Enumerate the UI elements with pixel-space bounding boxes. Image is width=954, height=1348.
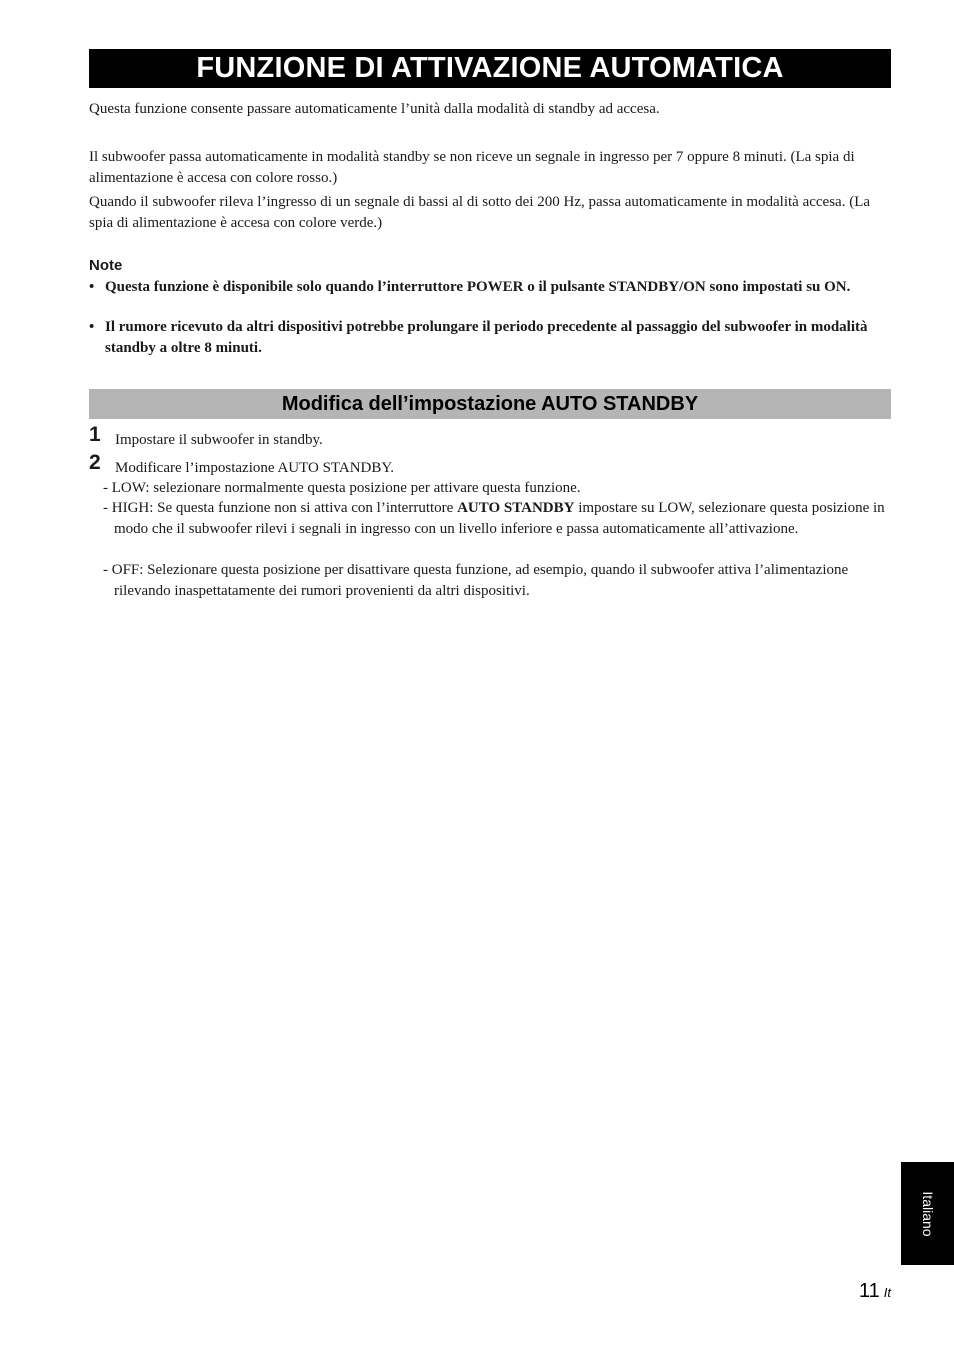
intro-paragraph: Questa funzione consente passare automaticamente l’unità dalla modalità di standby ad accesa.	[89, 101, 660, 117]
option-low	[103, 478, 891, 499]
standby-paragraph: Il subwoofer passa automaticamente in modalità standby se non riceve un segnale in ingresso per 7 oppure 8 minuti. (La spia di alimentazione è accesa con colore rosso.)	[89, 149, 855, 186]
note-item-text: Il rumore ricevuto da altri dispositivi potrebbe prolungare il periodo precedente al passaggio del subwoofer in modalità standby a oltre 8 minuti.	[105, 319, 868, 356]
note-item	[89, 317, 891, 358]
option-high-text	[103, 498, 891, 539]
page-language-code: It	[883, 1285, 891, 1300]
page-title: FUNZIONE DI ATTIVAZIONE AUTOMATICA	[89, 49, 891, 88]
option-high	[103, 498, 891, 539]
step-2	[89, 451, 891, 479]
bullet-icon: •	[89, 279, 95, 295]
bullet-icon: •	[89, 319, 95, 335]
note-item-text: Questa funzione è disponibile solo quando l’interruttore POWER o il pulsante STANDBY/ON sono impostati su ON.	[105, 279, 851, 295]
language-tab-label: Italiano	[919, 1190, 936, 1237]
note-item	[89, 277, 891, 298]
step-number: 2	[89, 451, 101, 474]
option-low-text: - LOW: selezionare normalmente questa posizione per attivare questa funzione.	[103, 480, 581, 496]
option-off-text: - OFF: Selezionare questa posizione per disattivare questa funzione, ad esempio, quando il subwoofer attiva l’alimentazione rilevando inaspettatamente dei rumori provenienti da altri dispositivi.	[103, 562, 849, 599]
wake-paragraph: Quando il subwoofer rileva l’ingresso di un segnale di bassi al di sotto dei 200 Hz, passa automaticamente in modalità accesa. (La spia di alimentazione è accesa con colore verde.)	[89, 194, 871, 231]
option-high-text-b: impostare su LOW, selezionare questa posizione in modo che il subwoofer rilevi i segnali in ingresso con un livello inferiore e passa automaticamente all’attivazione.	[114, 500, 885, 537]
page-number-value: 11	[859, 1280, 880, 1302]
note-heading: Note	[89, 257, 123, 274]
option-high-text-a: - HIGH: Se questa funzione non si attiva con l’interruttore	[103, 500, 458, 516]
option-off	[103, 560, 891, 601]
step-text: Impostare il subwoofer in standby.	[115, 432, 323, 448]
language-tab	[901, 1162, 954, 1265]
step-number: 1	[89, 423, 101, 446]
step-text: Modificare l’impostazione AUTO STANDBY.	[115, 460, 395, 476]
section-title: Modifica dell’impostazione AUTO STANDBY	[89, 389, 891, 419]
page-number	[820, 1280, 891, 1303]
auto-standby-label: AUTO STANDBY	[457, 500, 575, 516]
step-1	[89, 423, 891, 451]
